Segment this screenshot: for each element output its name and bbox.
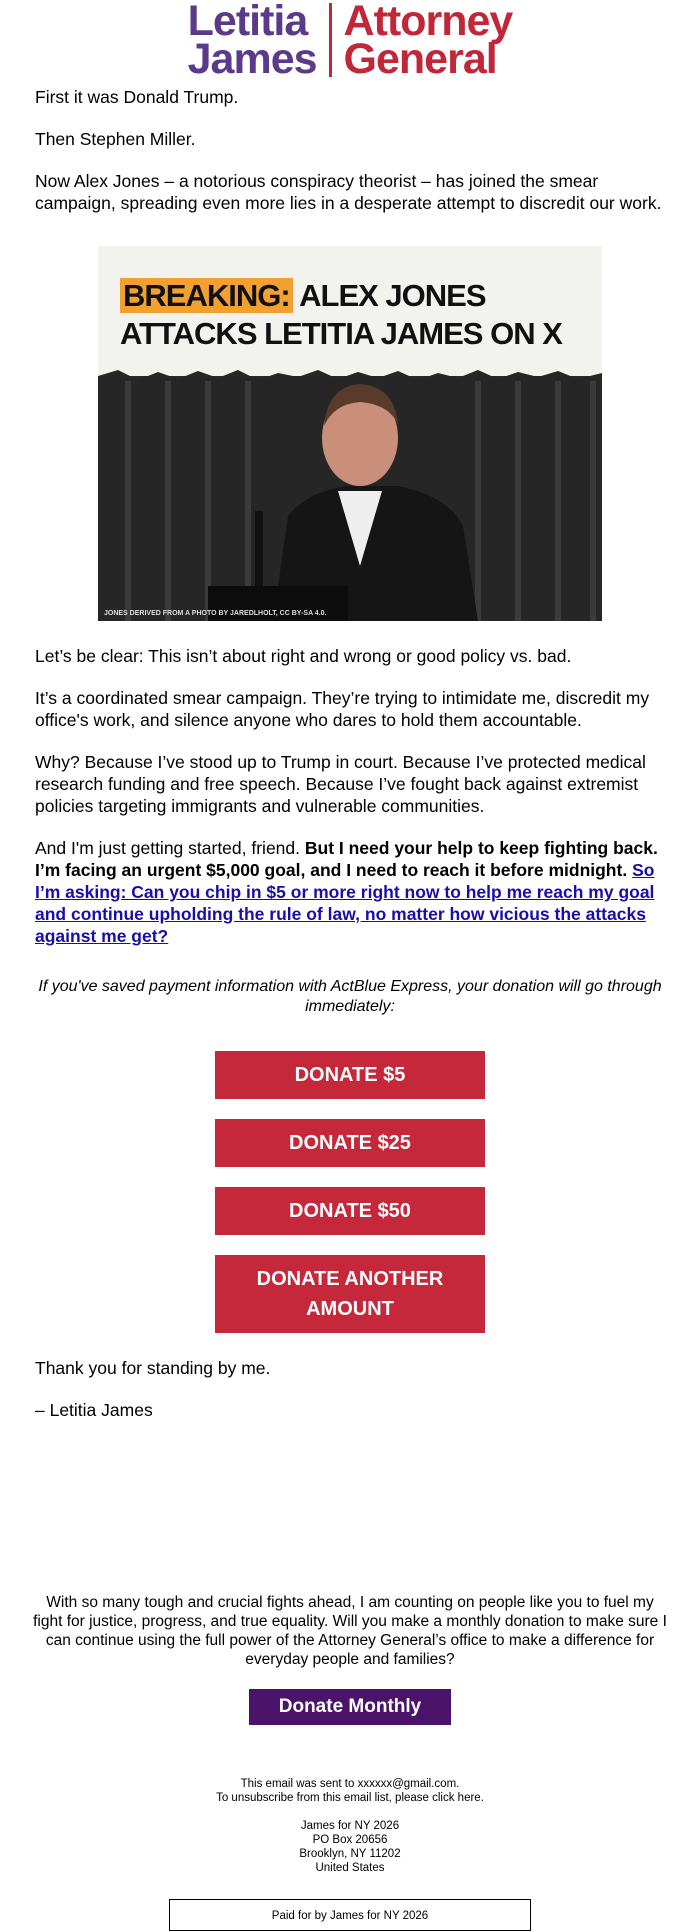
- actblue-note: If you've saved payment information with ActBlue Express, your donation will go through immediately:: [38, 978, 662, 1015]
- paid-for-box: Paid for by James for NY 2026: [169, 1899, 531, 1931]
- donate-other-line1: DONATE ANOTHER: [256, 1268, 444, 1290]
- po-box: PO Box 20656: [312, 1834, 388, 1846]
- paragraph-3: Now Alex Jones – a notorious conspiracy theorist – has joined the smear campaign, spreading even more lies in a desperate attempt to discredit our work.: [35, 171, 662, 213]
- donate-other-line2: AMOUNT: [306, 1298, 394, 1320]
- donate-50-button[interactable]: DONATE $50: [215, 1187, 485, 1235]
- hero-headline-2: ATTACKS LETITIA JAMES ON X: [120, 316, 562, 351]
- hero-image[interactable]: [98, 246, 602, 621]
- signature: – Letitia James: [35, 1400, 153, 1420]
- logo-last-name: James: [187, 35, 317, 83]
- sent-to-text: This email was sent to xxxxxx@gmail.com.: [240, 1778, 460, 1790]
- email-body: [0, 86, 700, 1421]
- photo-credit: JONES DERIVED FROM A PHOTO BY JAREDLHOLT, CC BY-SA 4.0.: [104, 610, 327, 617]
- paragraph-4: Let’s be clear: This isn’t about right and wrong or good policy vs. bad.: [35, 646, 572, 666]
- logo-name: [187, 0, 329, 83]
- hero-headline-1-rest: ALEX JONES: [292, 278, 486, 313]
- city-line: Brooklyn, NY 11202: [299, 1848, 401, 1860]
- breaking-highlight: BREAKING:: [120, 278, 293, 313]
- paragraph-7: [35, 837, 665, 947]
- donate-monthly-button[interactable]: Donate Monthly: [249, 1689, 451, 1725]
- donate-25-button[interactable]: DONATE $25: [215, 1119, 485, 1167]
- paragraph-7-bold: But I need your help to keep fighting back. I’m facing an urgent $5,000 goal, and I need to reach it before midnight.: [35, 838, 658, 880]
- donate-5-button[interactable]: DONATE $5: [215, 1051, 485, 1099]
- logo-title: [332, 0, 513, 83]
- logo: [0, 0, 700, 83]
- monthly-appeal-text: With so many tough and crucial fights ahead, I am counting on people like you to fuel my fight for justice, progress, and true equality. Will you make a monthly donation to make sure I can continue using the full power of the Attorney General’s office to make a difference for everyday people and families?: [33, 1594, 667, 1668]
- hero-photo: [98, 246, 602, 621]
- thank-you-text: Thank you for standing by me.: [35, 1358, 271, 1378]
- paragraph-6: Why? Because I’ve stood up to Trump in court. Because I’ve protected medical research funding and free speech. Because I’ve fought back against extremist policies targeting immigrants and vulnerable communities.: [35, 752, 646, 816]
- paragraph-2: Then Stephen Miller.: [35, 129, 196, 149]
- logo-first-name: Letitia: [187, 0, 308, 45]
- org-name: James for NY 2026: [300, 1820, 400, 1832]
- logo-title-line2: General: [343, 35, 497, 83]
- unsubscribe-link[interactable]: To unsubscribe from this email list, please click here.: [216, 1792, 484, 1804]
- country: United States: [315, 1862, 385, 1874]
- paragraph-1: First it was Donald Trump.: [35, 87, 239, 107]
- logo-title-line1: Attorney: [343, 0, 513, 45]
- paragraph-5: It’s a coordinated smear campaign. They’re trying to intimidate me, discredit my office's work, and silence anyone who dares to hold them accountable.: [35, 688, 650, 730]
- donate-other-amount-button[interactable]: [215, 1255, 485, 1333]
- footer: [0, 1777, 700, 1931]
- paragraph-7-plain: And I'm just getting started, friend.: [35, 838, 305, 858]
- donate-ask-link[interactable]: So I’m asking: Can you chip in $5 or more right now to help me reach my goal and continue upholding the rule of law, no matter how vicious the attacks against me get?: [35, 860, 655, 946]
